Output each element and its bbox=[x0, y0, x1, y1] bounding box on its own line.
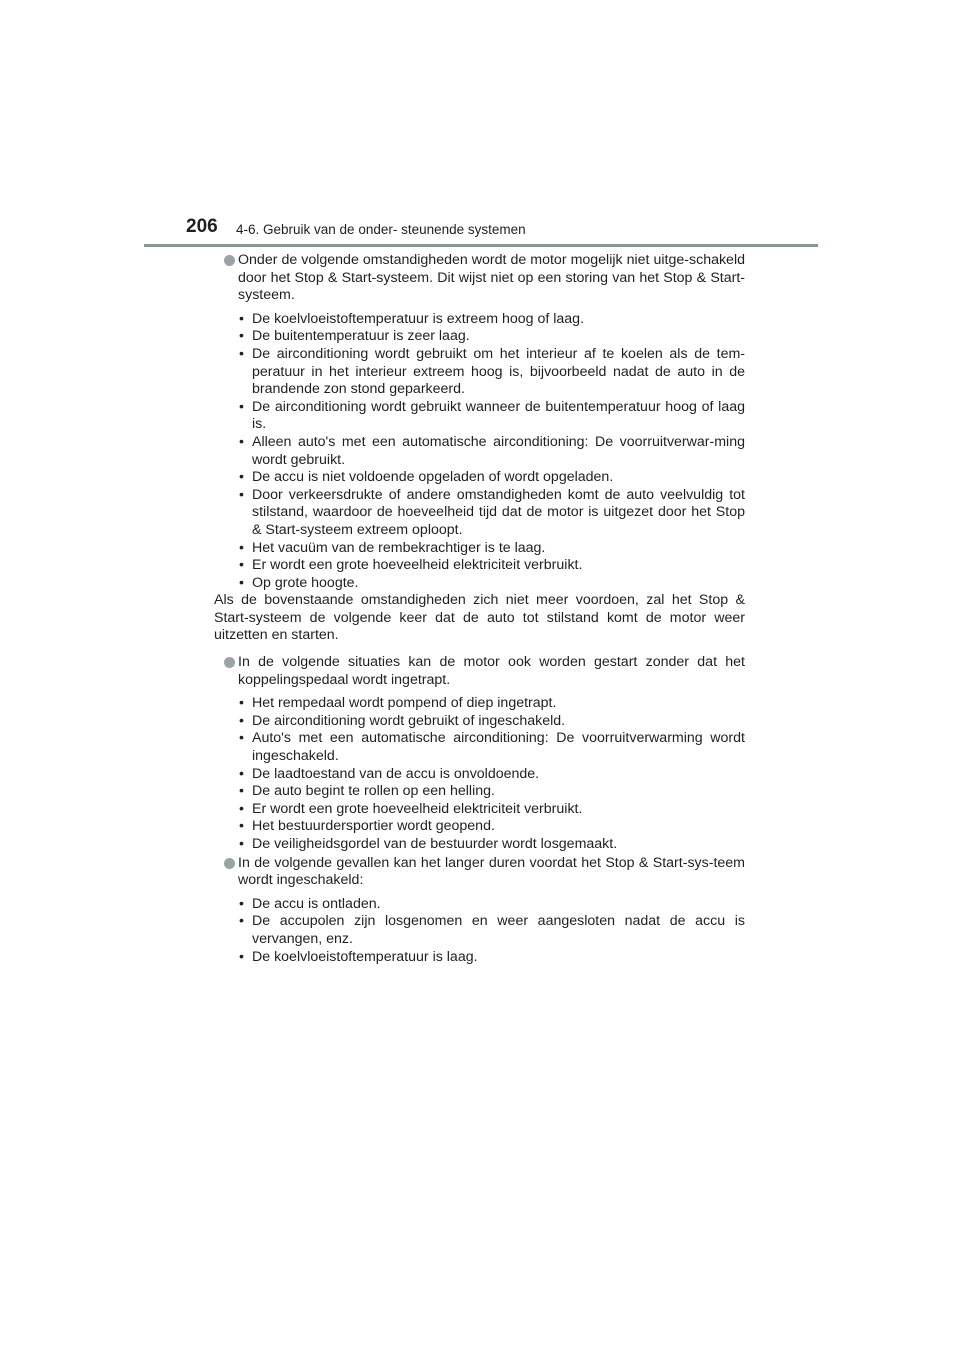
dot-icon: • bbox=[239, 328, 244, 345]
list-item: • De koelvloeistoftemperatuur is extreem hoog of laag. bbox=[239, 310, 585, 327]
list-item: • Het bestuurdersportier wordt geopend. bbox=[239, 818, 495, 835]
dot-icon: • bbox=[239, 345, 244, 362]
sub-list bbox=[214, 695, 745, 853]
list-item: • De laadtoestand van de accu is onvoldoende. bbox=[239, 765, 540, 782]
dot-icon: • bbox=[239, 398, 244, 415]
list-item: • Het rempedaal wordt pompend of diep ingetrapt. bbox=[239, 695, 557, 712]
bullet-block-delayed-activation bbox=[214, 855, 745, 890]
list-item: • Het vacuüm van de rembekrachtiger is te laag. bbox=[239, 539, 546, 556]
list-item: • De airconditioning wordt gebruikt om het interieur af te koelen als de tem-peratuur in het interieur extreem hoog is, bijvoorbeeld nadat de auto in de brandende zon stond geparkeerd. bbox=[239, 345, 745, 398]
list-item: • Er wordt een grote hoeveelheid elektriciteit verbruikt. bbox=[239, 557, 583, 574]
bullet-text: In de volgende gevallen kan het langer duren voordat het Stop & Start-sys-teem wordt ingeschakeld: bbox=[238, 854, 745, 889]
list-item: • De airconditioning wordt gebruikt of ingeschakeld. bbox=[239, 712, 566, 729]
circle-bullet-icon bbox=[224, 255, 235, 266]
list-item: • De auto begint te rollen op een helling. bbox=[239, 783, 495, 800]
list-item: • De accu is niet voldoende opgeladen of wordt opgeladen. bbox=[239, 469, 614, 486]
header-rule bbox=[144, 244, 818, 247]
bullet-block-restart-without-clutch bbox=[214, 654, 745, 689]
bullet-text: Onder de volgende omstandigheden wordt de motor mogelijk niet uitge-schakeld door het Stop & Start-systeem. Dit wijst niet op een storing van het Stop & Start-systeem. bbox=[238, 252, 745, 304]
list-item: • Auto's met een automatische airconditioning: De voorruitverwarming wordt ingeschakeld. bbox=[239, 730, 745, 765]
sub-list bbox=[214, 311, 745, 593]
dot-icon: • bbox=[239, 818, 244, 835]
dot-icon: • bbox=[239, 310, 244, 327]
dot-icon: • bbox=[239, 948, 244, 965]
bullet-block-conditions-no-stop bbox=[214, 252, 745, 305]
list-item: • Op grote hoogte. bbox=[239, 574, 359, 591]
section-title: 4-6. Gebruik van de onder- steunende systemen bbox=[236, 222, 526, 237]
circle-bullet-icon bbox=[224, 657, 235, 668]
dot-icon: • bbox=[239, 695, 244, 712]
page-content bbox=[214, 252, 745, 966]
dot-icon: • bbox=[239, 433, 244, 450]
dot-icon: • bbox=[239, 800, 244, 817]
dot-icon: • bbox=[239, 557, 244, 574]
paragraph-restart-info: Als de bovenstaande omstandigheden zich niet meer voordoen, zal het Stop & Start-systeem de volgende keer dat de auto tot stilstand komt de motor weer uitzetten en starten. bbox=[214, 592, 745, 644]
dot-icon: • bbox=[239, 539, 244, 556]
dot-icon: • bbox=[239, 486, 244, 503]
list-item: • Alleen auto's met een automatische airconditioning: De voorruitverwar-ming wordt gebruikt. bbox=[239, 433, 745, 468]
list-item: • De accu is ontladen. bbox=[239, 895, 381, 912]
bullet-text: In de volgende situaties kan de motor ook worden gestart zonder dat het koppelingspedaal wordt ingetrapt. bbox=[238, 654, 745, 688]
list-item: • Er wordt een grote hoeveelheid elektriciteit verbruikt. bbox=[239, 800, 583, 817]
dot-icon: • bbox=[239, 469, 244, 486]
dot-icon: • bbox=[239, 574, 244, 591]
list-item: • Door verkeersdrukte of andere omstandigheden komt de auto veelvuldig tot stilstand, waardoor de hoeveelheid tijd dat de motor is uitgezet door het Stop & Start-systeem extreem oploopt. bbox=[239, 486, 745, 538]
page-number: 206 bbox=[186, 216, 218, 237]
list-item: • De buitentemperatuur is zeer laag. bbox=[239, 328, 470, 345]
dot-icon: • bbox=[239, 913, 244, 930]
dot-icon: • bbox=[239, 783, 244, 800]
dot-icon: • bbox=[239, 712, 244, 729]
dot-icon: • bbox=[239, 730, 244, 747]
dot-icon: • bbox=[239, 895, 244, 912]
circle-bullet-icon bbox=[224, 858, 235, 869]
list-item: • De accupolen zijn losgenomen en weer aangesloten nadat de accu is vervangen, enz. bbox=[239, 913, 745, 947]
page-header bbox=[186, 216, 816, 246]
dot-icon: • bbox=[239, 836, 244, 852]
list-item: • De koelvloeistoftemperatuur is laag. bbox=[239, 948, 478, 965]
list-item: • De airconditioning wordt gebruikt wanneer de buitentemperatuur hoog of laag is. bbox=[239, 398, 745, 433]
list-item: • De veiligheidsgordel van de bestuurder wordt losgemaakt. bbox=[239, 836, 618, 852]
sub-list bbox=[214, 896, 745, 966]
dot-icon: • bbox=[239, 765, 244, 782]
